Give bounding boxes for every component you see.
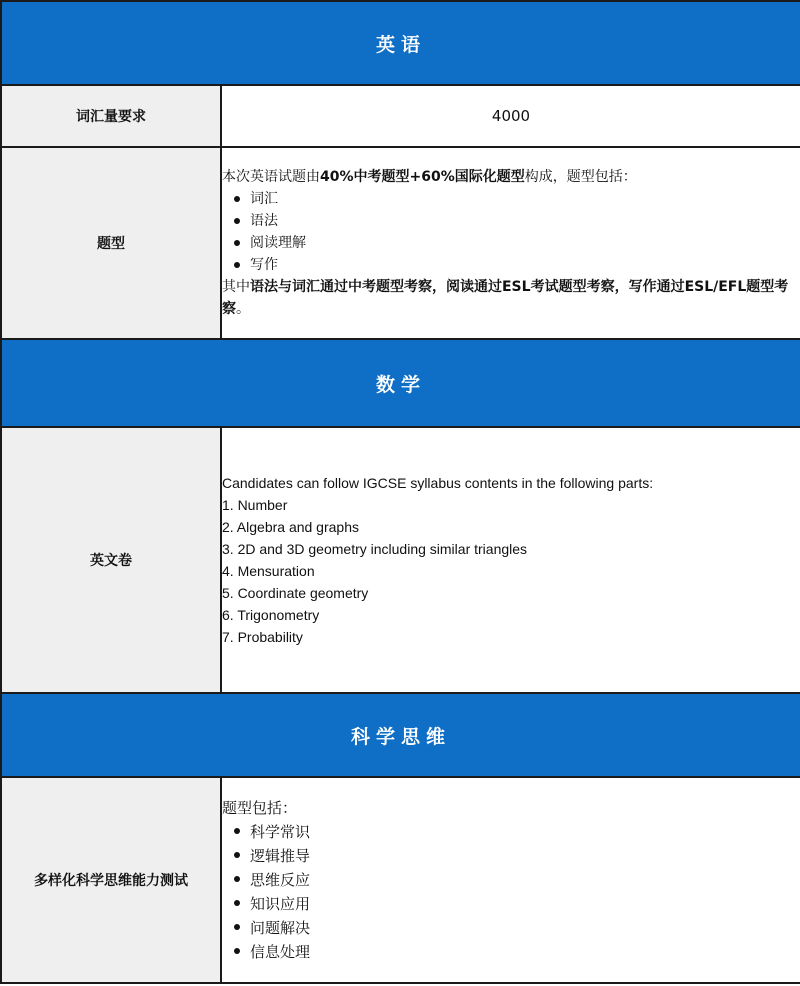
list-item: 6. Trigonometry [222, 607, 320, 623]
list-item: 词汇 [232, 188, 800, 210]
list-item: 4. Mensuration [222, 563, 315, 579]
question-types-label: 题型 [1, 147, 221, 339]
list-item: 1. Number [222, 497, 288, 513]
list-item: 3. 2D and 3D geometry including similar triangles [222, 541, 528, 557]
vocab-label: 词汇量要求 [1, 85, 221, 147]
list-item: 信息处理 [232, 940, 800, 964]
english-note-emphasis: 语法与词汇通过中考题型考察，阅读通过ESL考试题型考察，写作通过ESL/EFL题型考察 [222, 279, 789, 317]
list-item: 问题解决 [232, 916, 800, 940]
english-intro: 本次英语试题由40%中考题型+60%国际化题型构成，题型包括： [222, 169, 637, 185]
list-item: 写作 [232, 254, 800, 276]
list-item: 思维反应 [232, 868, 800, 892]
list-item: 逻辑推导 [232, 844, 800, 868]
math-paper-label: 英文卷 [1, 427, 221, 693]
section-header-english: 英语 [1, 1, 800, 85]
math-paper-content [221, 427, 800, 693]
list-item: 2. Algebra and graphs [222, 519, 359, 535]
list-item: 5. Coordinate geometry [222, 585, 369, 601]
list-item: 知识应用 [232, 892, 800, 916]
list-item: 科学常识 [232, 820, 800, 844]
science-test-content [221, 777, 800, 983]
math-intro: Candidates can follow IGCSE syllabus contents in the following parts: [222, 475, 654, 491]
science-type-list [222, 820, 800, 964]
english-note: 其中语法与词汇通过中考题型考察，阅读通过ESL考试题型考察，写作通过ESL/EFL题型考察。 [222, 279, 789, 317]
section-header-math: 数学 [1, 339, 800, 427]
section-header-science: 科学思维 [1, 693, 800, 777]
science-intro: 题型包括： [222, 799, 298, 817]
english-intro-emphasis: 40%中考题型+60%国际化题型 [320, 169, 525, 185]
question-types-content [221, 147, 800, 339]
vocab-value: 4000 [221, 85, 800, 147]
list-item: 语法 [232, 210, 800, 232]
science-test-label: 多样化科学思维能力测试 [1, 777, 221, 983]
list-item: 阅读理解 [232, 232, 800, 254]
list-item: 7. Probability [222, 629, 303, 645]
english-type-list [222, 188, 800, 276]
